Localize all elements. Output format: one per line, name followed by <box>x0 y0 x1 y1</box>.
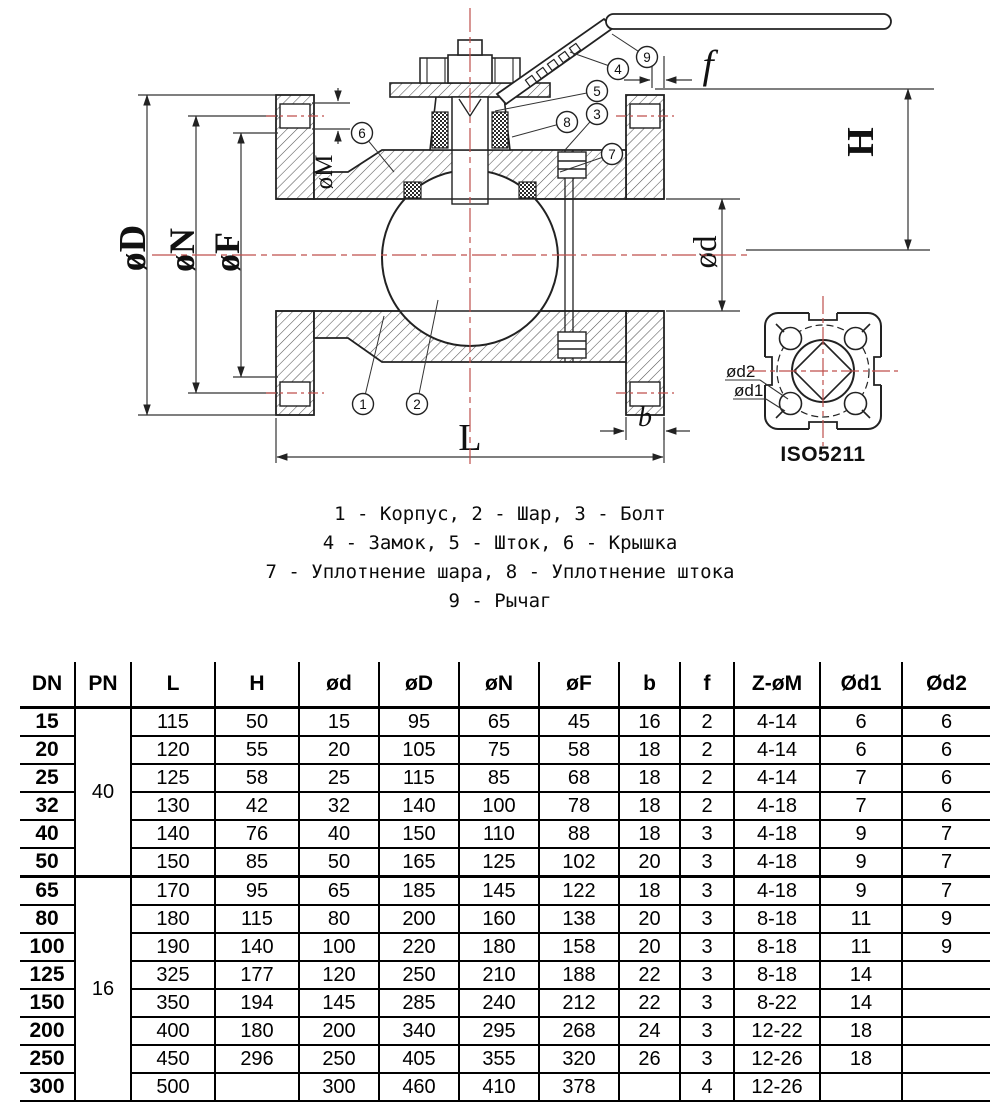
value-cell: 4-14 <box>734 708 820 737</box>
value-cell: 3 <box>680 877 734 906</box>
value-cell: 100 <box>459 792 539 820</box>
value-cell: 4-18 <box>734 877 820 906</box>
value-cell: 120 <box>299 961 379 989</box>
dn-cell: 100 <box>20 933 75 961</box>
value-cell: 180 <box>215 1017 299 1045</box>
value-cell: 115 <box>131 708 215 737</box>
value-cell: 194 <box>215 989 299 1017</box>
dim-label-oD: øD <box>112 224 154 272</box>
value-cell: 15 <box>299 708 379 737</box>
value-cell: 450 <box>131 1045 215 1073</box>
column-header-øD: øD <box>379 662 459 708</box>
value-cell: 6 <box>820 736 902 764</box>
value-cell: 8-22 <box>734 989 820 1017</box>
value-cell: 11 <box>820 905 902 933</box>
value-cell: 7 <box>820 792 902 820</box>
value-cell: 9 <box>820 848 902 877</box>
value-cell: 3 <box>680 848 734 877</box>
value-cell: 170 <box>131 877 215 906</box>
column-header-b: b <box>619 662 680 708</box>
value-cell: 285 <box>379 989 459 1017</box>
stem-packing <box>492 112 508 148</box>
callout-9-num: 9 <box>643 50 651 65</box>
value-cell: 32 <box>299 792 379 820</box>
table-row <box>20 961 990 989</box>
value-cell: 4-14 <box>734 764 820 792</box>
value-cell: 4 <box>680 1073 734 1101</box>
table-row <box>20 877 990 906</box>
table-row <box>20 792 990 820</box>
value-cell: 3 <box>680 1045 734 1073</box>
value-cell: 210 <box>459 961 539 989</box>
iso5211-label: ISO5211 <box>780 443 866 466</box>
value-cell: 115 <box>215 905 299 933</box>
value-cell: 80 <box>299 905 379 933</box>
table-header-row <box>20 662 990 708</box>
value-cell: 6 <box>902 764 990 792</box>
value-cell: 200 <box>379 905 459 933</box>
value-cell: 3 <box>680 820 734 848</box>
value-cell <box>215 1073 299 1101</box>
column-header-L: L <box>131 662 215 708</box>
value-cell <box>902 1017 990 1045</box>
value-cell: 410 <box>459 1073 539 1101</box>
callout-8-num: 8 <box>563 115 571 130</box>
value-cell: 14 <box>820 989 902 1017</box>
label-od2: ød2 <box>726 362 756 381</box>
value-cell: 40 <box>299 820 379 848</box>
value-cell: 140 <box>215 933 299 961</box>
value-cell <box>902 989 990 1017</box>
table-row <box>20 905 990 933</box>
dn-cell: 250 <box>20 1045 75 1073</box>
handle-lever <box>497 14 891 104</box>
column-header-Ød1: Ød1 <box>820 662 902 708</box>
dn-cell: 32 <box>20 792 75 820</box>
value-cell: 2 <box>680 764 734 792</box>
column-header-PN: PN <box>75 662 131 708</box>
value-cell: 12-22 <box>734 1017 820 1045</box>
value-cell: 6 <box>902 708 990 737</box>
callout-2-num: 2 <box>413 397 421 412</box>
value-cell: 50 <box>215 708 299 737</box>
value-cell: 4-14 <box>734 736 820 764</box>
value-cell: 18 <box>619 736 680 764</box>
legend-line: 4 - Замок, 5 - Шток, 6 - Крышка <box>322 532 678 554</box>
value-cell: 300 <box>299 1073 379 1101</box>
value-cell: 20 <box>619 933 680 961</box>
table-row <box>20 989 990 1017</box>
column-header-ød: ød <box>299 662 379 708</box>
value-cell: 200 <box>299 1017 379 1045</box>
value-cell: 85 <box>215 848 299 877</box>
value-cell: 190 <box>131 933 215 961</box>
value-cell: 68 <box>539 764 619 792</box>
value-cell: 500 <box>131 1073 215 1101</box>
value-cell: 158 <box>539 933 619 961</box>
iso5211-pad-view <box>725 308 886 466</box>
callout-6-num: 6 <box>358 126 366 141</box>
value-cell: 122 <box>539 877 619 906</box>
table-row <box>20 1073 990 1101</box>
value-cell: 95 <box>379 708 459 737</box>
value-cell: 65 <box>299 877 379 906</box>
callout-7-num: 7 <box>608 147 616 162</box>
value-cell: 188 <box>539 961 619 989</box>
legend-line: 7 - Уплотнение шара, 8 - Уплотнение штока <box>265 561 735 583</box>
value-cell: 9 <box>902 933 990 961</box>
table-row <box>20 1045 990 1073</box>
value-cell: 4-18 <box>734 792 820 820</box>
dn-cell: 50 <box>20 848 75 877</box>
value-cell: 350 <box>131 989 215 1017</box>
table-row <box>20 708 990 737</box>
column-header-H: H <box>215 662 299 708</box>
value-cell: 220 <box>379 933 459 961</box>
value-cell: 9 <box>902 905 990 933</box>
valve-cross-section-svg <box>0 0 1000 497</box>
value-cell: 250 <box>379 961 459 989</box>
dn-cell: 200 <box>20 1017 75 1045</box>
dim-label-b: b <box>638 402 652 433</box>
legend-line: 9 - Рычаг <box>448 590 552 612</box>
legend-line: 1 - Корпус, 2 - Шар, 3 - Болт <box>334 503 666 525</box>
value-cell: 12-26 <box>734 1073 820 1101</box>
value-cell: 240 <box>459 989 539 1017</box>
value-cell: 6 <box>820 708 902 737</box>
value-cell: 3 <box>680 933 734 961</box>
value-cell: 18 <box>619 764 680 792</box>
value-cell: 145 <box>459 877 539 906</box>
value-cell: 125 <box>459 848 539 877</box>
value-cell: 9 <box>820 820 902 848</box>
dn-cell: 40 <box>20 820 75 848</box>
value-cell: 14 <box>820 961 902 989</box>
value-cell: 378 <box>539 1073 619 1101</box>
value-cell: 460 <box>379 1073 459 1101</box>
dn-cell: 15 <box>20 708 75 737</box>
ball-seat <box>519 182 536 198</box>
value-cell: 177 <box>215 961 299 989</box>
table-row <box>20 820 990 848</box>
value-cell: 12-26 <box>734 1045 820 1073</box>
value-cell: 8-18 <box>734 933 820 961</box>
value-cell: 125 <box>131 764 215 792</box>
callout-5-num: 5 <box>593 84 601 99</box>
column-header-øF: øF <box>539 662 619 708</box>
dim-label-oN: øN <box>162 228 202 272</box>
value-cell: 26 <box>619 1045 680 1073</box>
dimensions-table-wrap <box>20 662 990 1102</box>
dn-cell: 80 <box>20 905 75 933</box>
value-cell: 20 <box>619 848 680 877</box>
dim-label-H: H <box>840 127 882 157</box>
value-cell: 45 <box>539 708 619 737</box>
value-cell: 9 <box>820 877 902 906</box>
value-cell: 55 <box>215 736 299 764</box>
value-cell: 100 <box>299 933 379 961</box>
dim-label-od: ød <box>688 235 724 269</box>
value-cell <box>619 1073 680 1101</box>
dn-cell: 25 <box>20 764 75 792</box>
value-cell: 138 <box>539 905 619 933</box>
value-cell: 250 <box>299 1045 379 1073</box>
dn-cell: 20 <box>20 736 75 764</box>
dimensions-table <box>20 662 990 1102</box>
column-header-f: f <box>680 662 734 708</box>
value-cell: 16 <box>619 708 680 737</box>
column-header-DN: DN <box>20 662 75 708</box>
value-cell: 24 <box>619 1017 680 1045</box>
pn-cell: 40 <box>75 708 131 877</box>
value-cell: 110 <box>459 820 539 848</box>
dim-label-f: f <box>702 42 714 87</box>
value-cell: 20 <box>619 905 680 933</box>
value-cell: 160 <box>459 905 539 933</box>
value-cell: 212 <box>539 989 619 1017</box>
value-cell: 296 <box>215 1045 299 1073</box>
value-cell: 268 <box>539 1017 619 1045</box>
valve-technical-drawing <box>0 0 1000 497</box>
value-cell <box>820 1073 902 1101</box>
value-cell: 115 <box>379 764 459 792</box>
value-cell: 50 <box>299 848 379 877</box>
pn-cell: 16 <box>75 877 131 1102</box>
value-cell: 2 <box>680 736 734 764</box>
value-cell: 85 <box>459 764 539 792</box>
column-header-Ød2: Ød2 <box>902 662 990 708</box>
value-cell: 3 <box>680 1017 734 1045</box>
bolt-hole <box>280 382 310 406</box>
callout-1-num: 1 <box>359 397 367 412</box>
callout-4-num: 4 <box>614 62 622 77</box>
value-cell: 42 <box>215 792 299 820</box>
column-header-øN: øN <box>459 662 539 708</box>
table-row <box>20 933 990 961</box>
value-cell: 11 <box>820 933 902 961</box>
dn-cell: 300 <box>20 1073 75 1101</box>
value-cell <box>902 1045 990 1073</box>
dim-label-L: L <box>458 417 482 459</box>
value-cell: 20 <box>299 736 379 764</box>
stem-packing <box>432 112 448 148</box>
value-cell: 7 <box>902 877 990 906</box>
value-cell: 140 <box>379 792 459 820</box>
value-cell: 150 <box>131 848 215 877</box>
value-cell: 75 <box>459 736 539 764</box>
dim-label-oM: øM <box>311 154 338 190</box>
value-cell: 58 <box>215 764 299 792</box>
value-cell: 185 <box>379 877 459 906</box>
value-cell: 8-18 <box>734 905 820 933</box>
value-cell: 3 <box>680 989 734 1017</box>
value-cell: 7 <box>820 764 902 792</box>
value-cell: 7 <box>902 820 990 848</box>
value-cell: 22 <box>619 961 680 989</box>
label-od1: ød1 <box>734 381 764 400</box>
column-header-Z-øM: Z-øM <box>734 662 820 708</box>
value-cell: 325 <box>131 961 215 989</box>
value-cell: 2 <box>680 792 734 820</box>
value-cell: 295 <box>459 1017 539 1045</box>
value-cell: 6 <box>902 792 990 820</box>
handle-lock-serration <box>525 43 580 86</box>
value-cell: 180 <box>459 933 539 961</box>
value-cell: 180 <box>131 905 215 933</box>
value-cell: 58 <box>539 736 619 764</box>
value-cell: 165 <box>379 848 459 877</box>
value-cell: 355 <box>459 1045 539 1073</box>
value-cell: 78 <box>539 792 619 820</box>
dn-cell: 150 <box>20 989 75 1017</box>
value-cell: 88 <box>539 820 619 848</box>
dim-label-oF: øF <box>207 232 247 272</box>
value-cell: 320 <box>539 1045 619 1073</box>
value-cell: 95 <box>215 877 299 906</box>
value-cell: 22 <box>619 989 680 1017</box>
value-cell: 25 <box>299 764 379 792</box>
value-cell: 2 <box>680 708 734 737</box>
value-cell: 150 <box>379 820 459 848</box>
value-cell: 18 <box>820 1045 902 1073</box>
parts-legend <box>0 500 1000 616</box>
value-cell: 405 <box>379 1045 459 1073</box>
value-cell: 8-18 <box>734 961 820 989</box>
ball-seat <box>404 182 421 198</box>
value-cell: 340 <box>379 1017 459 1045</box>
value-cell: 65 <box>459 708 539 737</box>
value-cell: 105 <box>379 736 459 764</box>
table-row <box>20 764 990 792</box>
value-cell: 18 <box>619 792 680 820</box>
value-cell: 18 <box>619 820 680 848</box>
value-cell: 120 <box>131 736 215 764</box>
value-cell: 3 <box>680 905 734 933</box>
callout-3-num: 3 <box>593 107 601 122</box>
value-cell: 3 <box>680 961 734 989</box>
value-cell: 18 <box>619 877 680 906</box>
value-cell <box>902 1073 990 1101</box>
dn-cell: 125 <box>20 961 75 989</box>
value-cell: 140 <box>131 820 215 848</box>
dn-cell: 65 <box>20 877 75 906</box>
value-cell: 400 <box>131 1017 215 1045</box>
value-cell: 7 <box>902 848 990 877</box>
value-cell: 102 <box>539 848 619 877</box>
value-cell <box>902 961 990 989</box>
value-cell: 130 <box>131 792 215 820</box>
value-cell: 76 <box>215 820 299 848</box>
value-cell: 4-18 <box>734 848 820 877</box>
value-cell: 6 <box>902 736 990 764</box>
table-row <box>20 1017 990 1045</box>
table-row <box>20 736 990 764</box>
handle-grip <box>606 14 891 29</box>
value-cell: 145 <box>299 989 379 1017</box>
value-cell: 4-18 <box>734 820 820 848</box>
value-cell: 18 <box>820 1017 902 1045</box>
table-row <box>20 848 990 877</box>
